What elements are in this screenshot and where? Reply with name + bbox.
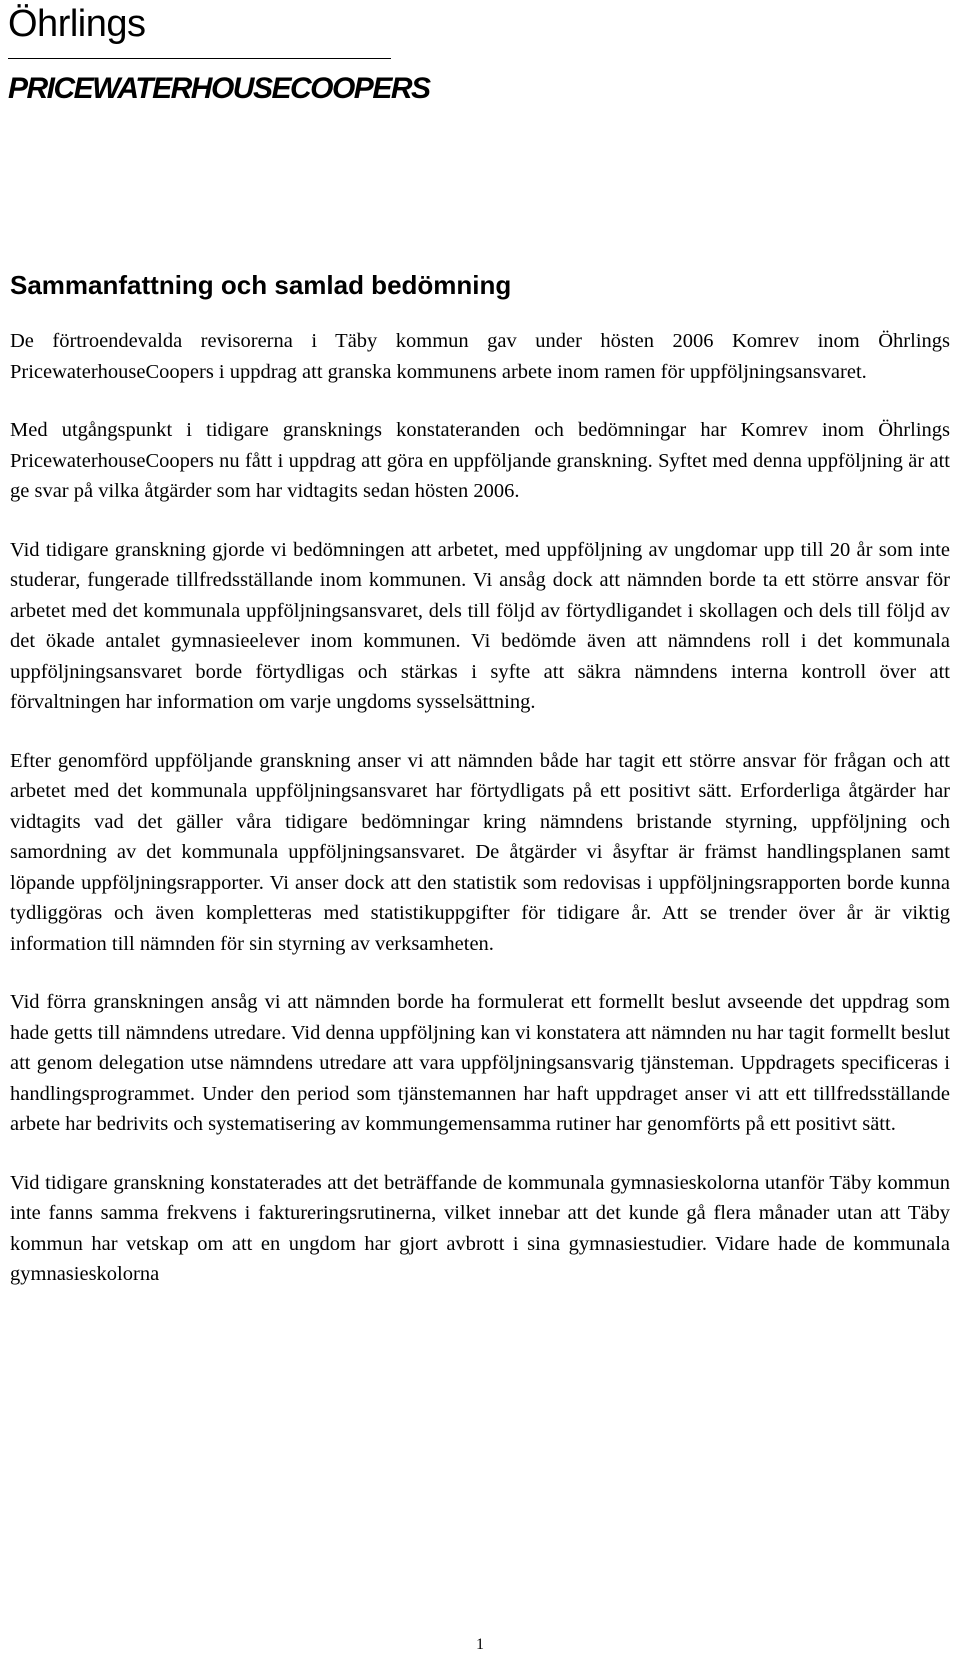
brand-logo <box>8 67 430 111</box>
paragraph-2: Med utgångspunkt i tidigare gransknings konstateranden och bedömningar har Komrev inom Öhrlings PricewaterhouseCoopers nu fått i uppdrag att göra en uppföljande granskning. Syftet med denna uppföljning är att ge svar på vilka åtgärder som har vidtagits sedan hösten 2006. <box>10 419 950 502</box>
brand-subtitle: Öhrlings <box>8 3 146 45</box>
page-header <box>8 0 430 111</box>
paragraph-5: Vid förra granskningen ansåg vi att nämnden borde ha formulerat ett formellt beslut avseende det uppdrag som hade getts till nämndens utredare. Vid denna uppföljning kan vi konstatera att nämnden nu har tagit formellt beslut att genom delegation utse nämndens utredare att vara uppföljningsansvarig tjänsteman. Uppdragets specificeras i handlingsprogrammet. Under den period som tjänstemannen har haft uppdraget anser vi att ett tillfredsställande arbete har bedrivits och systematisering av kommungemensamma rutiner har genomförts på ett positivt sätt. <box>10 991 951 1135</box>
brand-wordmark: PRICEWATERHOUSECOOPERS <box>8 72 430 105</box>
section-title: Sammanfattning och samlad bedömning <box>10 270 512 300</box>
paragraph-1: De förtroendevalda revisorerna i Täby kommun gav under hösten 2006 Komrev inom Öhrlings PricewaterhouseCoopers i uppdrag att granska kommunens arbete inom ramen för uppföljningsansvaret. <box>10 330 950 383</box>
document-body <box>10 268 950 1318</box>
header-divider <box>8 58 391 59</box>
page-number: 1 <box>476 1636 484 1653</box>
paragraph-3: Vid tidigare granskning gjorde vi bedömningen att arbetet, med uppföljning av ungdomar upp till 20 år som inte studerar, fungerade tillfredsställande inom kommunen. Vi ansåg dock att nämnden borde ta ett större ansvar för arbetet med det kommunala uppföljningsansvaret, dels till följd av förtydligandet i skollagen och dels till följd av det ökade antalet gymnasieelever inom kommunen. Vi bedömde även att nämndens roll i det kommunala uppföljningsansvaret borde förtydligas och stärkas i syfte att säkra nämndens interna kontroll över att förvaltningen har information om varje ungdoms sysselsättning. <box>10 538 950 713</box>
paragraph-4: Efter genomförd uppföljande granskning anser vi att nämnden både har tagit ett större ansvar för frågan och att arbetet med det kommunala uppföljningsansvaret har förtydligats på ett positivt sätt. Erforderliga åtgärder har vidtagits vad det gäller våra tidigare bedömningar kring nämndens bristande styrning, uppföljning och samordning av det kommunala uppföljningsansvaret. De åtgärder vi åsyftar är främst handlingsplanen samt löpande uppföljningsrapporter. Vi anser dock att den statistik som redovisas i uppföljningsrapporten borde kunna tydliggöras och även kompletteras med statistikuppgifter för tidigare år. Att se trender över år är viktig information till nämnden för sin styrning av verksamheten. <box>10 749 950 955</box>
paragraph-6: Vid tidigare granskning konstaterades att det beträffande de kommunala gymnasieskolorna utanför Täby kommun inte fanns samma frekvens i faktureringsrutinerna, vilket innebar att det kunde gå flera månader utan att Täby kommun har vetskap om att en ungdom har gjort avbrott i sina gymnasiestudier. Vidare hade de kommunala gymnasieskolorna <box>10 1171 950 1285</box>
